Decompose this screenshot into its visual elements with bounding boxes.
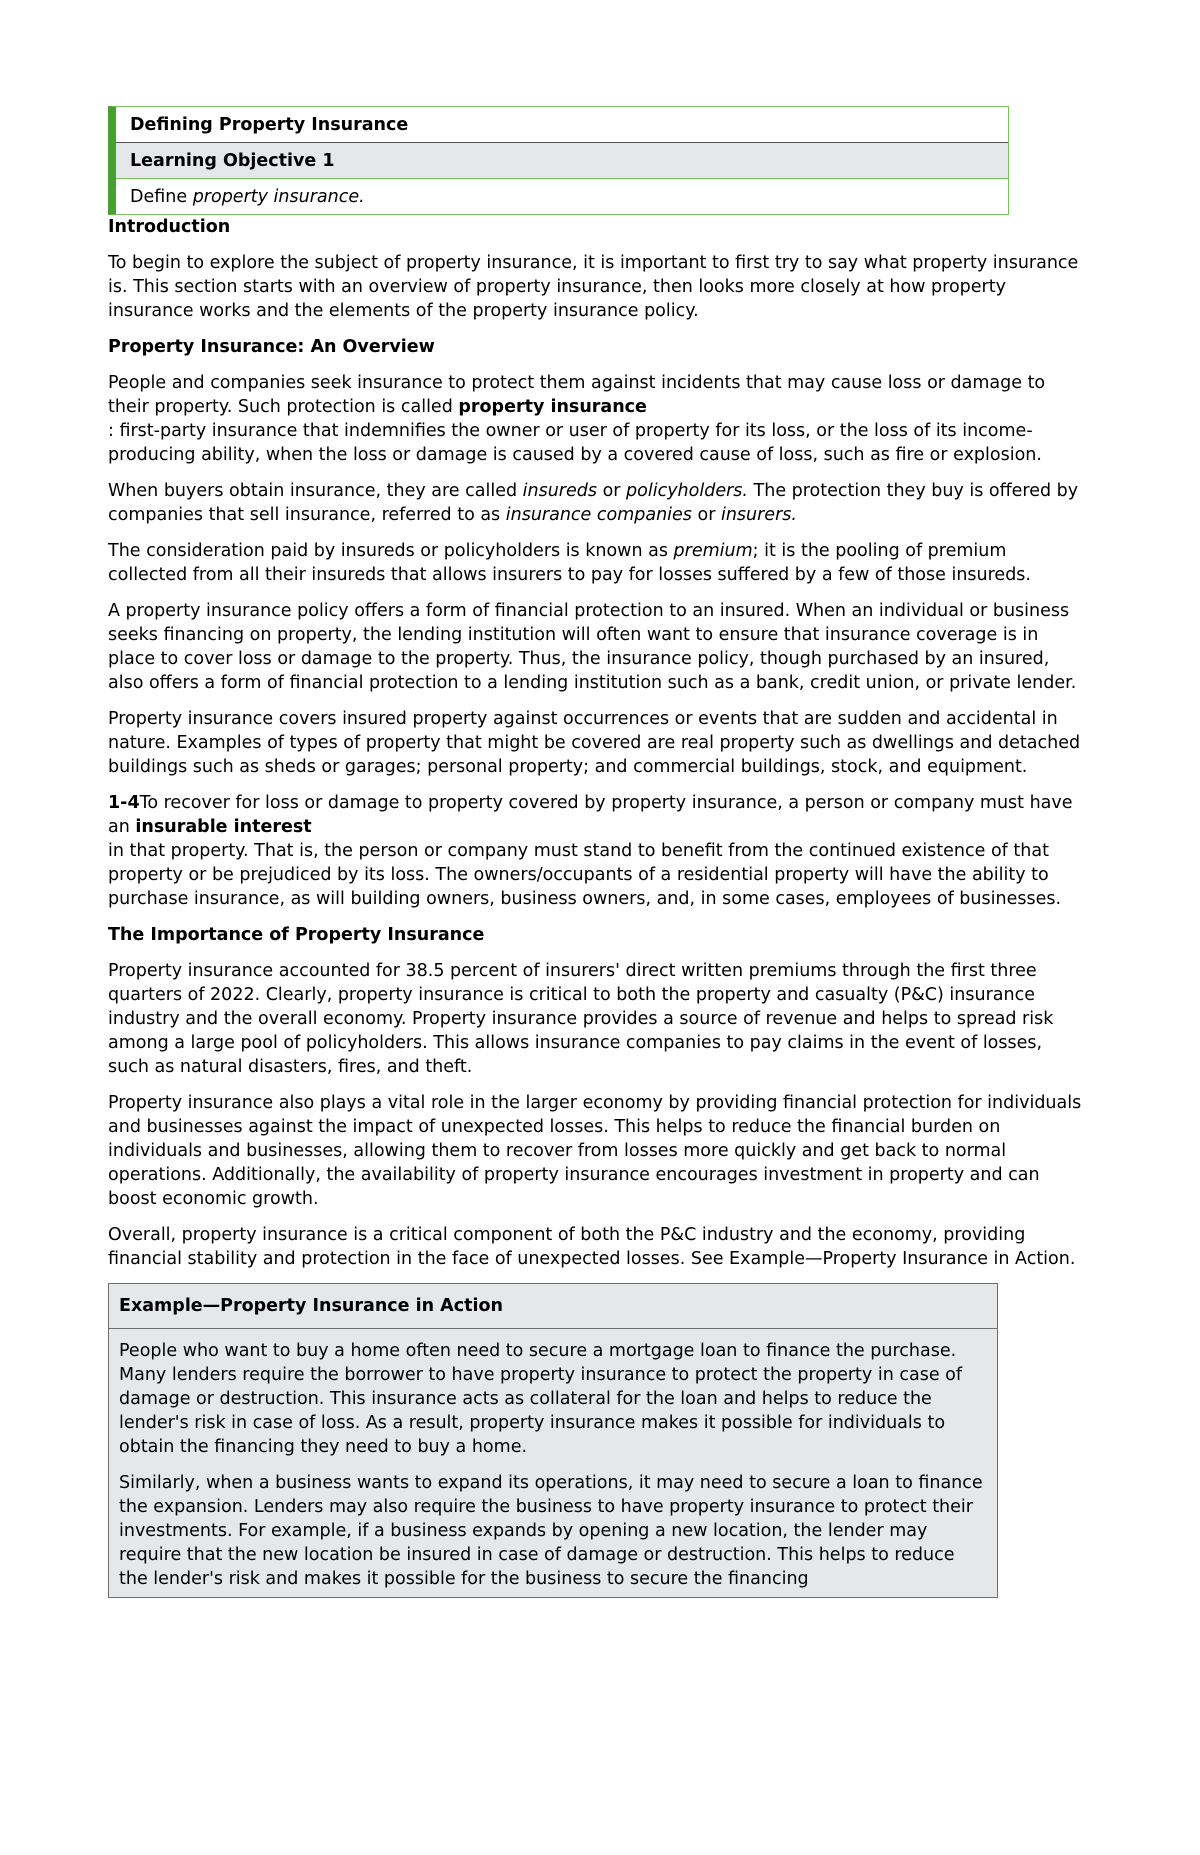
overview-paragraph-1 <box>108 371 1083 467</box>
glossary-term-insurable-interest: insurable interest <box>135 817 312 837</box>
importance-paragraph-2: Property insurance also plays a vital role in the larger economy by providing financial protection for individuals and businesses against the impact of unexpected losses. This helps to reduce the financial burden on individuals and businesses, allowing them to recover from losses more quickly and get back to normal operations. Additionally, the availability of property insurance encourages investment in property and can boost economic growth. <box>108 1093 1082 1209</box>
example-box <box>108 1283 998 1598</box>
example-paragraph-1: People who want to buy a home often need to secure a mortgage loan to finance the purchase. Many lenders require the borrower to have property insurance to protect the property in case of damage or destruction. This insurance acts as collateral for the loan and helps to reduce the lender's risk in case of loss. As a result, property insurance makes it possible for individuals to obtain the financing they need to buy a home. <box>119 1341 963 1457</box>
section-reference: 1-4 <box>108 793 140 813</box>
example-heading: Example—Property Insurance in Action <box>109 1284 997 1329</box>
importance-paragraph-1: Property insurance accounted for 38.5 percent of insurers' direct written premiums through the first three quarters of 2022. Clearly, property insurance is critical to both the property and casualty (P&C) insurance industry and the overall economy. Property insurance provides a source of revenue and helps to spread risk among a large pool of policyholders. This allows insurance companies to pay claims in the event of losses, such as natural disasters, fires, and theft. <box>108 961 1054 1077</box>
p6-a: To recover for loss or damage to property covered by property insurance, a person or company must have an <box>108 793 1073 837</box>
overview-paragraph-6 <box>108 791 1083 911</box>
example-paragraph-2: Similarly, when a business wants to expand its operations, it may need to secure a loan to finance the expansion. Lenders may also require the business to have property insurance to protect their investments. For example, if a business expands by opening a new location, the lender may require that the new location be insured in case of damage or destruction. This helps to reduce the lender's risk and makes it possible for the business to secure the financing <box>119 1473 983 1589</box>
overview-p1-text: People and companies seek insurance to protect them against incidents that may cause loss or damage to their property. Such protection is called <box>108 373 1046 417</box>
p2-a: When buyers obtain insurance, they are called <box>108 481 523 501</box>
objective-prefix: Define <box>130 187 193 207</box>
intro-heading: Introduction <box>108 217 231 237</box>
document-page <box>108 106 1083 1598</box>
importance-heading: The Importance of Property Insurance <box>108 925 485 945</box>
overview-paragraph-3 <box>108 539 1083 587</box>
p2-term-insurers: insurers. <box>720 505 797 525</box>
p2-term-insureds: insureds <box>522 481 597 501</box>
objective-box-title: Defining Property Insurance <box>130 115 409 135</box>
p2-c: The protection they buy is offered by companies that sell insurance, referred to as <box>108 481 1079 525</box>
intro-paragraph: To begin to explore the subject of property insurance, it is important to first try to say what property insurance is. This section starts with an overview of property insurance, then looks more closely at how property insurance works and the elements of the property insurance policy. <box>108 253 1079 321</box>
overview-paragraph-4: A property insurance policy offers a form of financial protection to an insured. When an individual or business seeks financing on property, the lending institution will often want to ensure that insurance coverage is in place to cover loss or damage to the property. Thus, the insurance policy, though purchased by an insured, also offers a form of financial protection to a lending institution such as a bank, credit union, or private lender. <box>108 601 1077 693</box>
p3-b: ; it is the pooling of premium collected from all their insureds that allows insurers to pay for losses suffered by a few of those insureds. <box>108 541 1031 585</box>
p2-term-insurance-companies: insurance companies <box>505 505 692 525</box>
objective-term: property insurance. <box>192 187 365 207</box>
p6-b: in that property. That is, the person or company must stand to benefit from the continued existence of that property or be prejudiced by its loss. The owners/occupants of a residential property will have the ability to purchase insurance, as will building owners, business owners, and, in some cases, employees of businesses. <box>108 841 1062 909</box>
learning-objective-text <box>116 179 1008 214</box>
overview-paragraph-5: Property insurance covers insured property against occurrences or events that are sudden and accidental in nature. Examples of types of property that might be covered are real property such as dwellings and detached buildings such as sheds or garages; personal property; and commercial buildings, stock, and equipment. <box>108 709 1081 777</box>
learning-objective-label: Learning Objective 1 <box>116 142 1008 179</box>
p2-d: or <box>691 505 721 525</box>
glossary-definition: : first-party insurance that indemnifies the owner or user of property for its loss, or the loss of its income-producing ability, when the loss or damage is caused by a covered cause of loss, such as fire or explosion. <box>108 421 1042 465</box>
p2-b: or <box>597 481 627 501</box>
overview-heading: Property Insurance: An Overview <box>108 337 435 357</box>
example-body <box>109 1329 997 1597</box>
p3-a: The consideration paid by insureds or policyholders is known as <box>108 541 674 561</box>
importance-paragraph-3: Overall, property insurance is a critical component of both the P&C industry and the economy, providing financial stability and protection in the face of unexpected losses. See Example—Property Insurance in Action. <box>108 1225 1076 1269</box>
p3-term-premium: premium <box>673 541 753 561</box>
overview-paragraph-2 <box>108 479 1083 527</box>
p2-term-policyholders: policyholders. <box>626 481 748 501</box>
glossary-term-property-insurance: property insurance <box>458 397 647 417</box>
learning-objective-box <box>108 106 1009 215</box>
